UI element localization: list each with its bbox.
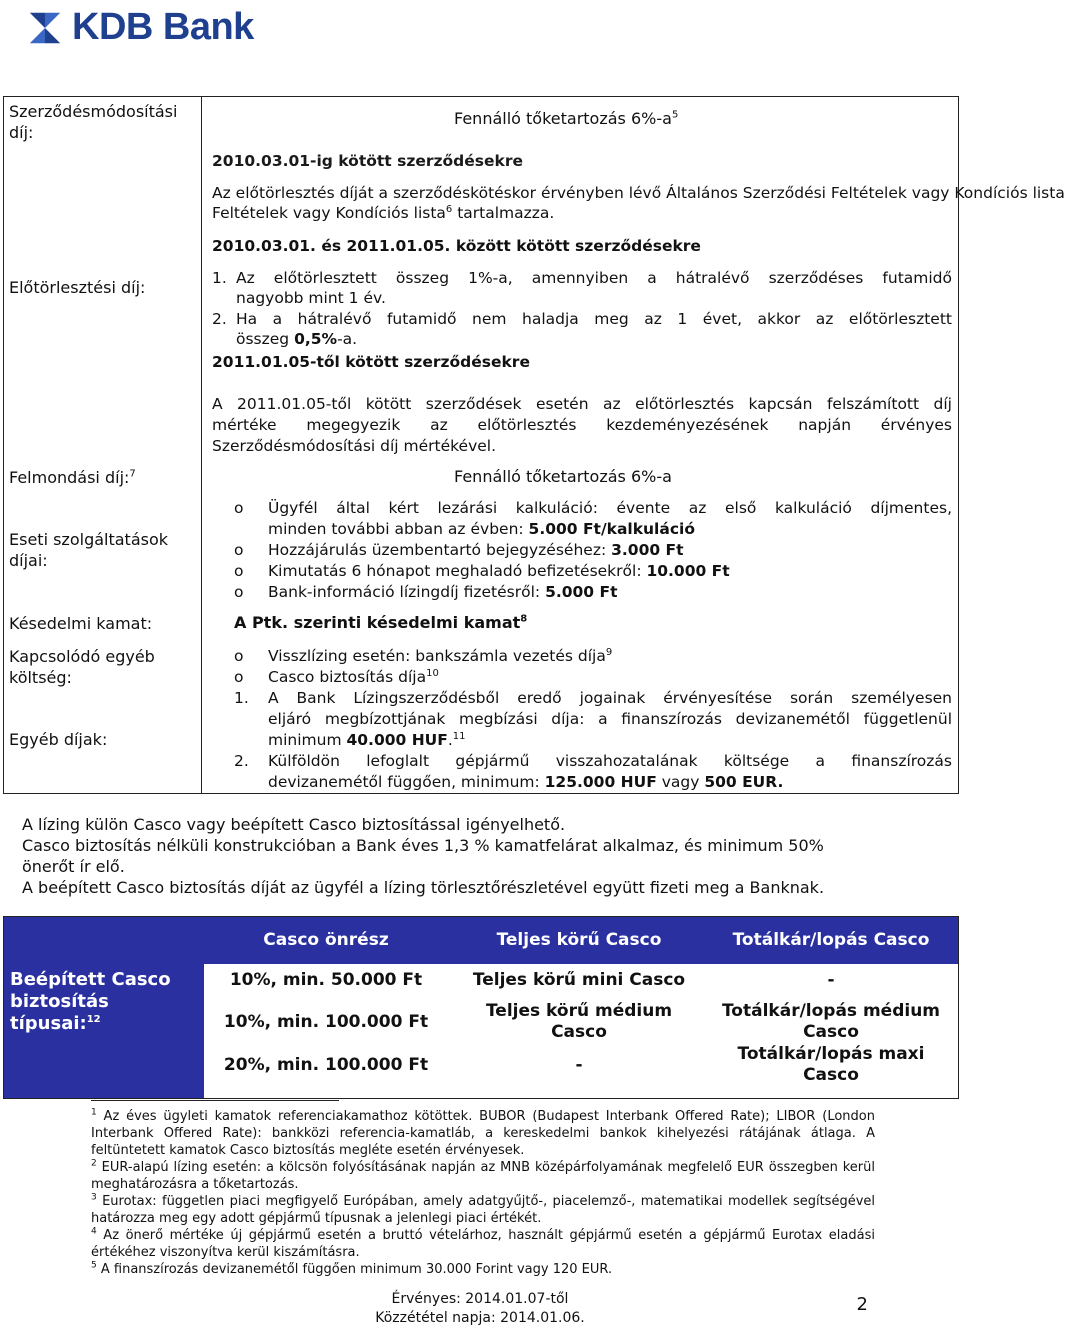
prepay-item-1-line-b: nagyobb mint 1 év.: [236, 289, 386, 307]
related-2: Casco biztosítás díja$^{10}$: [268, 667, 439, 686]
footnote-4: $^4$ Az önerő mértéke új gépjármű esetén a bruttó vételárhoz, használt gépjármű esetén a gépjármű Eurotax eladási értékéhez viszonyítva kerül kiszámításra.: [91, 1226, 875, 1260]
publish-date: Közzététel napja: 2014.01.06.: [375, 1310, 585, 1326]
service-2: Hozzájárulás üzembentartó bejegyzéséhez: 3.000 Ft: [268, 541, 684, 559]
cancellation-fee-value: Fennálló tőketartozás 6%-a: [454, 467, 672, 486]
late-interest-label: Késedelmi kamat:: [9, 614, 153, 633]
paragraph-line-4: A beépített Casco biztosítás díját az ügyfél a lízing törlesztőrészletével együtt fizeti meg a Banknak.: [22, 878, 825, 897]
paragraph-line-1: A lízing külön Casco vagy beépített Casco biztosítással igényelhető.: [22, 815, 566, 834]
casco-cell-r3-c2: -: [575, 1055, 583, 1075]
other-2-num: 2.: [234, 752, 249, 770]
casco-cell-r2-c3: Totálkár/lopás médium Casco: [721, 1001, 941, 1042]
modification-fee-label: Szerződésmódosítási díj:: [9, 102, 178, 142]
prepay-paragraph-3-c: Szerződésmódosítási díj mértékével.: [212, 437, 497, 455]
related-bullet-2: o: [234, 668, 244, 686]
casco-table: [3, 916, 959, 1099]
prepay-paragraph-1-tail: Feltételek vagy Kondíciós lista$^6$ tartalmazza.: [212, 203, 555, 222]
other-1-num: 1.: [234, 689, 249, 707]
footnote-rule: [91, 1100, 339, 1101]
table-divider: [201, 97, 202, 793]
footnote-2: $^2$ EUR-alapú lízing esetén: a kölcsön folyósításának napján az MNB középárfolyamának megfelelő EUR összegben kerül meghatározásra a tőketartozás.: [91, 1158, 875, 1192]
modification-fee-value: Fennálló tőketartozás $6\%-a^5$: [454, 109, 679, 128]
prepay-heading-2: 2010.03.01. és 2011.01.05. között kötött szerződésekre: [212, 237, 701, 255]
other-2-line-b: devizanemétől függően, minimum: 125.000 HUF vagy 500 EUR.: [268, 773, 784, 791]
fee-table: [3, 96, 1065, 794]
related-cost-label: Kapcsolódó egyéb költség:: [9, 647, 155, 687]
prepay-item-1-num: 1.: [212, 269, 227, 287]
casco-cell-r1-c1: 10%, min. 50.000 Ft: [229, 970, 423, 990]
service-bullet-2: o: [234, 541, 244, 559]
prepay-item-2-line-a: Ha a hátralévő futamidő nem haladja meg az 1 évet, akkor az előtörlesztett: [236, 310, 952, 328]
prepay-paragraph-1: Az előtörlesztés díját a szerződéskötéskor érvényben lévő Általános Szerződési Feltételek vagy Kondíciós lista: [212, 184, 1065, 202]
related-bullet-1: o: [234, 647, 244, 665]
valid-from: Érvényes: 2014.01.07-től: [391, 1291, 569, 1307]
other-1-line-c: minimum 40.000 HUF.$^{11}$: [268, 730, 466, 749]
service-1-line-a: Ügyfél által kért lezárási kalkuláció: évente az első kalkuláció díjmentes,: [268, 499, 952, 517]
other-2-line-a: Külföldön lefoglalt gépjármű visszahozatalának költsége a finanszírozás: [268, 752, 952, 770]
prepay-paragraph-3-b: mértéke megegyezik az előtörlesztés kezdeményezésének napján érvényes: [212, 416, 952, 434]
other-1-line-b: eljáró megbízottjának megbízási díja: a finanszírozás devizanemétől függetlenül: [268, 710, 952, 728]
prepayment-fee-label: Előtörlesztési díj:: [9, 278, 146, 297]
prepay-paragraph-3-a: A 2011.01.05-től kötött szerződések esetén az előtörlesztés kapcsán felszámított díj: [212, 395, 952, 413]
prepay-heading-3: 2011.01.05-től kötött szerződésekre: [212, 353, 530, 371]
kdb-logo: [26, 6, 254, 49]
footnote-1: $^1$ Az éves ügyleti kamatok referenciakamathoz kötöttek. BUBOR (Budapest Interbank Offered Rate); LIBOR (London Interbank Offered Rate): bankközi referencia-kamatláb, a kereskedelmi bankok kihelyezési rátájának átlaga. A feltüntetett kamatok Casco biztosítás megléte esetén érvényesek.: [91, 1107, 875, 1158]
services-fee-label: Eseti szolgáltatások díjai:: [9, 530, 169, 570]
casco-side-label: Beépített Casco biztosítás típusai:$^{12}$: [10, 969, 171, 1034]
service-3: Kimutatás 6 hónapot meghaladó befizetésekről: 10.000 Ft: [268, 562, 730, 580]
casco-paragraph: [22, 814, 922, 898]
service-4: Bank-információ lízingdíj fizetésről: 5.000 Ft: [268, 583, 618, 601]
casco-header-3: Totálkár/lopás Casco: [732, 930, 930, 950]
casco-cell-r3-c1: 20%, min. 100.000 Ft: [223, 1055, 429, 1075]
casco-header-1: Casco önrész: [263, 930, 389, 950]
casco-cell-r2-c1: 10%, min. 100.000 Ft: [223, 1012, 429, 1032]
footnote-5: $^5$ A finanszírozás devizanemétől függően minimum 30.000 Forint vagy 120 EUR.: [91, 1260, 613, 1277]
casco-cell-r2-c2: Teljes körű médium Casco: [485, 1001, 673, 1042]
logo-text: KDB Bank: [72, 6, 254, 48]
paragraph-line-2: Casco biztosítás nélküli konstrukcióban a Bank éves 1,3 % kamatfelárat alkalmaz, és minimum 50%: [22, 836, 824, 855]
related-1: Visszlízing esetén: bankszámla vezetés díja$^9$: [268, 646, 613, 665]
other-fee-label: Egyéb díjak:: [9, 730, 108, 749]
prepay-item-2-line-b: összeg 0,5%-a.: [236, 330, 358, 348]
service-bullet-1: o: [234, 499, 244, 517]
kdb-logo-icon: [26, 9, 64, 47]
prepay-item-1-line-a: Az előtörlesztett összeg 1%-a, amennyiben a hátralévő szerződéses futamidő: [236, 269, 952, 287]
page-number: 2: [856, 1294, 868, 1315]
prepay-heading-1: 2010.03.01-ig kötött szerződésekre: [212, 152, 523, 170]
prepay-item-2-num: 2.: [212, 310, 227, 328]
footnotes: [91, 1108, 875, 1278]
service-bullet-3: o: [234, 562, 244, 580]
service-1-line-b: minden további abban az évben: 5.000 Ft/kalkuláció: [268, 520, 695, 538]
cancellation-fee-label: Felmondási díj:$^7$: [9, 468, 136, 487]
late-interest-value: A Ptk. szerinti késedelmi kamat$^8$: [234, 613, 528, 632]
footnote-3: $^3$ Eurotax: független piaci megfigyelő Európában, amely adatgyűjtő-, piacelemző-, matematikai modellek segítségével határozza meg egy adott gépjármű típusnak a jelenlegi piaci értékét.: [91, 1192, 875, 1226]
casco-header-2: Teljes körű Casco: [496, 930, 662, 950]
other-1-line-a: A Bank Lízingszerződésből eredő jogainak érvényesítése során személyesen: [268, 689, 952, 707]
service-bullet-4: o: [234, 583, 244, 601]
casco-cell-r1-c2: Teljes körű mini Casco: [472, 970, 686, 990]
page-footer: [0, 1290, 960, 1328]
casco-cell-r3-c3: Totálkár/lopás maxi Casco: [737, 1044, 925, 1085]
paragraph-line-3: önerőt ír elő.: [22, 857, 125, 876]
casco-cell-r1-c3: -: [827, 970, 835, 990]
